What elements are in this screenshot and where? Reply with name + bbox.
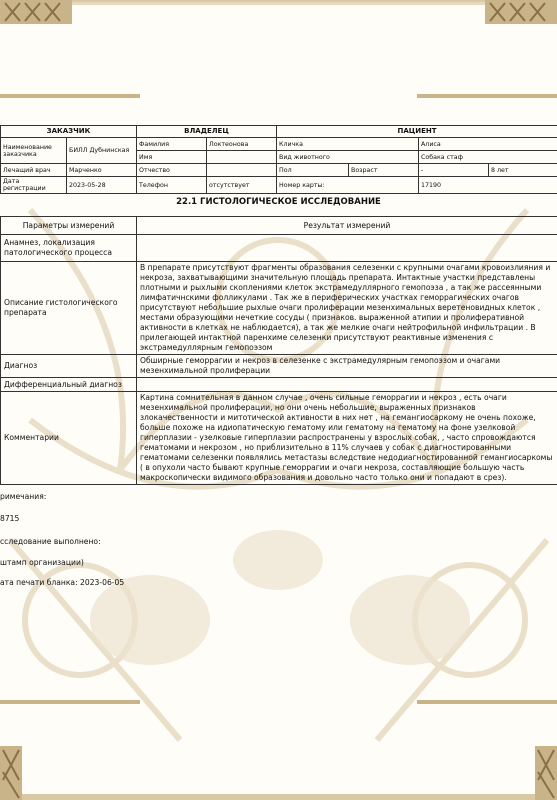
performed-by-label: сследование выполнено: bbox=[0, 537, 101, 546]
param-differential: Дифференциальный диагноз bbox=[1, 378, 137, 392]
results-table bbox=[0, 216, 557, 485]
sex-label: Пол bbox=[277, 164, 349, 177]
value-comments: Картина сомнительная в данном случае , очень сильные геморрагии и некроз , есть очаги мезенхимальной пролиферации, но они очень небольшие, выраженных признаков злокачественности и митотической активности в них нет , на гемангиосаркому не очень похоже, больше похоже на идиопатическую гематому или гематому на гематому на фоне узелковой гиперплазии - узелковые гиперплазии распространены у взрослых собак, , часто спровождаются гематомами и некрозом , но приблизительно в 11% случаев у собак с диагностированными гематомами селезенки появлялись метастазы вследствие недодиагностированной гемангиосаркомы ( в опухоли часто бывают крупные геморрагии и очаги некроза, составляющие большую часть макроскопически видимого образования и довольно часто только они и попадают в срез). bbox=[137, 392, 557, 485]
nickname-label: Кличка bbox=[277, 138, 419, 151]
patient-heading: ПАЦИЕНТ bbox=[277, 126, 557, 138]
customer-heading: ЗАКАЗЧИК bbox=[1, 126, 137, 138]
owner-heading: ВЛАДЕЛЕЦ bbox=[137, 126, 277, 138]
species-value: Собака стаф bbox=[419, 151, 557, 164]
first-name-label: Имя bbox=[137, 151, 207, 164]
header-table bbox=[0, 125, 557, 194]
surname-value: Локтеонова bbox=[207, 138, 277, 151]
page-title: 22.1 ГИСТОЛОГИЧЕСКОЕ ИССЛЕДОВАНИЕ bbox=[176, 197, 381, 207]
first-name-value bbox=[207, 151, 277, 164]
notes-label: римечания: bbox=[0, 492, 47, 501]
value-anamnesis bbox=[137, 235, 557, 262]
reg-date-label: Дата регистрации bbox=[1, 177, 67, 194]
customer-name-value: БИЛЛ Дубнинская bbox=[67, 138, 137, 164]
value-diagnosis: Обширные геморрагии и некроз в селезенке с экстрамедулярным гемопоэзом и очагами мезенхимальной пролиферации bbox=[137, 355, 557, 378]
phone-value: отсутствует bbox=[207, 177, 277, 194]
phone-label: Телефон bbox=[137, 177, 207, 194]
doctor-label: Лечащий врач bbox=[1, 164, 67, 177]
reg-date-value: 2023-05-28 bbox=[67, 177, 137, 194]
age-value: 8 лет bbox=[489, 164, 557, 177]
card-label: Номер карты: bbox=[277, 177, 419, 194]
age-label: Возраст bbox=[349, 164, 419, 177]
surname-label: Фамилия bbox=[137, 138, 207, 151]
value-differential bbox=[137, 378, 557, 392]
param-description: Описание гистологического препарата bbox=[1, 262, 137, 355]
card-value: 17190 bbox=[419, 177, 557, 194]
customer-name-label: Наименование заказчика bbox=[1, 138, 67, 164]
params-column-header: Параметры измерений bbox=[1, 217, 137, 235]
patronymic-value bbox=[207, 164, 277, 177]
param-anamnesis: Анамнез, локализация патологического процесса bbox=[1, 235, 137, 262]
stamp-label: штамп организации) bbox=[0, 558, 84, 567]
species-label: Вид животного bbox=[277, 151, 419, 164]
param-comments: Комментарии bbox=[1, 392, 137, 485]
param-diagnosis: Диагноз bbox=[1, 355, 137, 378]
print-date: ата печати бланка: 2023-06-05 bbox=[0, 578, 125, 587]
patronymic-label: Отчество bbox=[137, 164, 207, 177]
code-value: 8715 bbox=[0, 514, 20, 523]
doctor-value: Марченко bbox=[67, 164, 137, 177]
nickname-value: Алиса bbox=[419, 138, 557, 151]
value-description: В препарате присутствуют фрагменты образования селезенки с крупными очагами кровоизлияния и некроза, захватывающими значительную площадь препарата. Интактные участки представлены плотными и рыхлыми скоплениями клеток экстрамедуллярного гемопоэза , а так же рассеянными лимфатичнскими фолликулами . Так же в периферических участках геморрагических очагов присутствуют небольшие рыхлые очаги пролиферации мезенхимальных веретеновидных клеток , местами образующими нечеткие сосуды ( признаков. выраженной атипии и пролиферативной активности в клетках не наблюдается), а так же мелкие очаги нейтрофильной инфильтрации . В прилегающей интактной паренхиме селезенки присутствуют реактивные изменения с экстрамедуллярным гемопоэзом bbox=[137, 262, 557, 355]
result-column-header: Результат измерений bbox=[137, 217, 557, 235]
age-dash: - bbox=[419, 164, 489, 177]
